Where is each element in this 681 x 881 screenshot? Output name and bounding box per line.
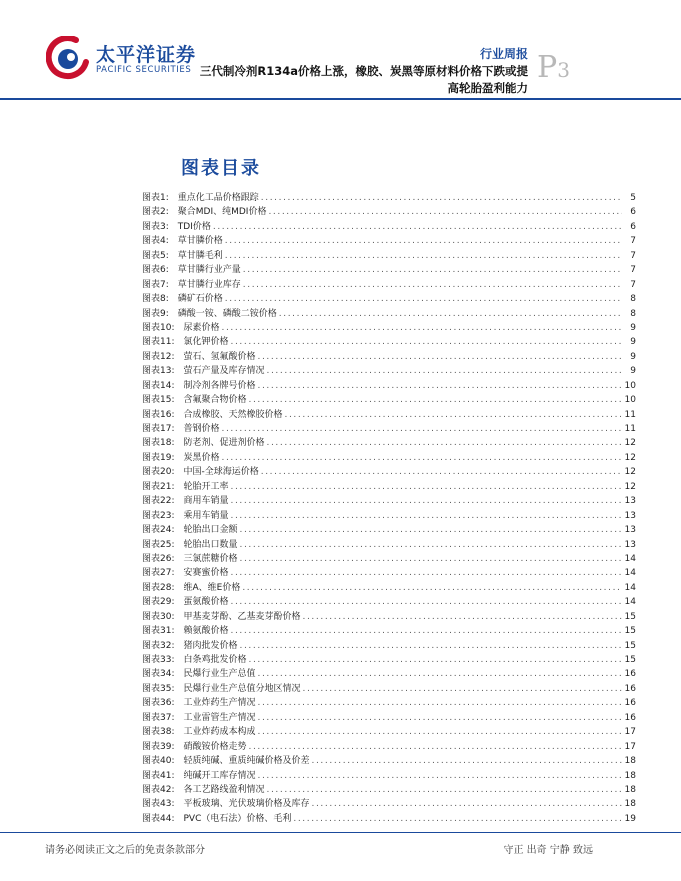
toc-dot-leader: [312, 797, 622, 811]
header-divider: [0, 98, 681, 100]
toc-entry[interactable]: [142, 436, 636, 450]
toc-entry-page: 9: [630, 337, 636, 348]
toc-entry[interactable]: [142, 566, 636, 580]
toc-entry-page: 11: [624, 424, 636, 434]
toc-dot-leader: [243, 278, 622, 292]
toc-entry-label: 图表41:: [142, 770, 175, 781]
toc-entry-label: 图表9:: [142, 308, 169, 319]
toc-entry-page: 14: [624, 597, 636, 608]
toc-entry-title: 轮胎出口金额: [183, 525, 238, 536]
toc-dot-leader: [231, 494, 622, 508]
logo-mark-icon: [46, 36, 90, 80]
toc-entry-page: 10: [624, 380, 636, 391]
toc-dot-leader: [258, 725, 622, 739]
toc-list: [142, 191, 636, 826]
report-headline-line2: 高轮胎盈利能力: [447, 81, 528, 95]
toc-entry-page: 14: [624, 568, 636, 579]
toc-dot-leader: [249, 393, 622, 407]
toc-entry-title: 磷矿石价格: [177, 294, 223, 305]
page-letter: P: [537, 50, 558, 85]
toc-entry-page: 14: [624, 582, 636, 593]
toc-entry-page: 18: [624, 770, 636, 781]
footer-motto: 守正 出奇 宁静 致远: [503, 845, 593, 856]
toc-dot-leader: [243, 263, 622, 277]
toc-entry-title: 平板玻璃、光伏玻璃价格及库存: [183, 799, 310, 810]
toc-entry[interactable]: [142, 581, 636, 595]
toc-entry-label: 图表14:: [142, 380, 175, 391]
toc-entry-label: 图表43:: [142, 799, 175, 810]
toc-entry[interactable]: [142, 523, 636, 537]
toc-entry-page: 16: [624, 712, 636, 723]
toc-entry-title: 防老剂、促进剂价格: [183, 438, 265, 449]
toc-entry-title: 乘用车销量: [183, 510, 229, 521]
toc-entry-page: 10: [624, 395, 636, 406]
toc-entry-label: 图表24:: [142, 525, 175, 536]
toc-entry-label: 图表30:: [142, 611, 175, 622]
toc-entry-page: 11: [624, 409, 636, 420]
toc-entry-title: 萤石、氢氟酸价格: [183, 351, 256, 362]
toc-entry-title: 草甘膦价格: [177, 236, 223, 247]
toc-entry-title: 工业炸药成本构成: [183, 727, 256, 738]
toc-entry-label: 图表35:: [142, 683, 175, 694]
toc-entry-title: 民爆行业生产总值分地区情况: [183, 683, 301, 694]
toc-dot-leader: [225, 292, 622, 306]
toc-entry-title: 轮胎开工率: [183, 481, 229, 492]
footer-disclaimer: 请务必阅读正文之后的免责条款部分: [45, 845, 205, 856]
toc-entry-label: 图表23:: [142, 510, 175, 521]
toc-entry-label: 图表19:: [142, 452, 175, 463]
footer-divider: [0, 832, 681, 833]
toc-entry-label: 图表42:: [142, 784, 175, 795]
toc-entry-page: 9: [630, 366, 636, 377]
toc-entry-label: 图表8:: [142, 294, 169, 305]
toc-dot-leader: [240, 639, 622, 653]
brand-name-cn: 太平洋证券: [96, 44, 197, 66]
toc-entry-label: 图表38:: [142, 727, 175, 738]
toc-dot-leader: [213, 220, 622, 234]
toc-dot-leader: [285, 408, 622, 422]
toc-entry-label: 图表26:: [142, 553, 175, 564]
toc-entry-page: 6: [630, 207, 636, 218]
toc-dot-leader: [242, 581, 622, 595]
toc-dot-leader: [231, 624, 622, 638]
toc-entry-label: 图表20:: [142, 467, 175, 478]
toc-entry-label: 图表28:: [142, 582, 175, 593]
toc-entry-title: 聚合MDI、纯MDI价格: [177, 207, 267, 218]
toc-entry-title: 赖氨酸价格: [183, 626, 229, 637]
brand-name-en: PACIFIC SECURITIES: [96, 65, 192, 75]
toc-entry-title: 工业雷管生产情况: [183, 712, 256, 723]
toc-entry-page: 15: [624, 640, 636, 651]
page-digit: 3: [557, 58, 570, 82]
toc-title: 图表目录: [181, 158, 261, 179]
toc-entry-page: 5: [630, 193, 636, 203]
toc-dot-leader: [312, 754, 622, 768]
toc-entry-label: 图表33:: [142, 655, 175, 665]
toc-entry-page: 17: [624, 741, 636, 752]
toc-entry-page: 8: [630, 294, 636, 305]
toc-entry[interactable]: [142, 610, 636, 624]
toc-entry[interactable]: [142, 595, 636, 609]
toc-entry-page: 17: [624, 727, 636, 738]
toc-entry-label: 图表31:: [142, 626, 175, 637]
toc-dot-leader: [303, 610, 622, 624]
toc-entry-page: 16: [624, 698, 636, 709]
toc-entry-title: 甲基麦芽酚、乙基麦芽酚价格: [183, 611, 301, 622]
toc-entry-title: 猪肉批发价格: [183, 640, 238, 651]
toc-entry[interactable]: [142, 408, 636, 422]
toc-entry-page: 12: [624, 467, 636, 478]
toc-dot-leader: [225, 234, 622, 248]
company-logo: [46, 36, 197, 86]
toc-entry-title: 维A、维E价格: [183, 582, 241, 593]
toc-entry-page: 18: [624, 799, 636, 810]
toc-entry-title: 炭黑价格: [183, 452, 220, 463]
toc-entry-label: 图表16:: [142, 409, 175, 420]
toc-entry[interactable]: [142, 494, 636, 508]
toc-entry[interactable]: [142, 465, 636, 479]
toc-entry-title: 重点化工品价格跟踪: [177, 193, 259, 203]
toc-entry-page: 8: [630, 308, 636, 319]
toc-entry-title: 商用车销量: [183, 496, 229, 507]
toc-dot-leader: [225, 249, 622, 263]
toc-entry-label: 图表11:: [142, 337, 175, 348]
toc-dot-leader: [258, 696, 622, 710]
toc-entry[interactable]: [142, 263, 636, 277]
toc-entry-title: 草甘膦行业库存: [177, 279, 241, 290]
toc-entry-label: 图表13:: [142, 366, 175, 377]
toc-entry-title: 民爆行业生产总值: [183, 669, 256, 680]
toc-entry-label: 图表7:: [142, 279, 169, 290]
toc-entry-title: 安赛蜜价格: [183, 568, 229, 579]
toc-entry-label: 图表1:: [142, 193, 169, 203]
toc-entry-title: 萤石产量及库存情况: [183, 366, 265, 377]
toc-entry[interactable]: [142, 624, 636, 638]
toc-entry-title: 工业炸药生产情况: [183, 698, 256, 709]
page-header: [0, 0, 681, 100]
toc-entry[interactable]: [142, 379, 636, 393]
toc-entry[interactable]: [142, 451, 636, 465]
toc-dot-leader: [303, 682, 622, 696]
report-headline-line1: 三代制冷剂R134a价格上涨，橡胶、炭黑等原材料价格下跌或提: [199, 64, 528, 78]
toc-entry-label: 图表40:: [142, 756, 175, 767]
toc-entry-title: 含氟聚合物价格: [183, 395, 247, 406]
toc-entry-label: 图表21:: [142, 481, 175, 492]
toc-entry-label: 图表22:: [142, 496, 175, 507]
toc-entry[interactable]: [142, 783, 636, 797]
toc-entry[interactable]: [142, 364, 636, 378]
toc-dot-leader: [258, 711, 622, 725]
toc-entry-page: 18: [624, 784, 636, 795]
toc-entry-label: 图表10:: [142, 322, 175, 333]
toc-dot-leader: [261, 191, 622, 205]
toc-entry-page: 12: [624, 481, 636, 492]
toc-entry-title: 蛋氨酸价格: [183, 597, 229, 608]
toc-entry[interactable]: [142, 307, 636, 321]
toc-entry-page: 15: [624, 655, 636, 665]
toc-entry-label: 图表29:: [142, 597, 175, 608]
toc-entry-label: 图表15:: [142, 395, 175, 406]
toc-entry-label: 图表4:: [142, 236, 169, 247]
toc-entry[interactable]: [142, 653, 636, 667]
toc-entry-title: 轻质纯碱、重质纯碱价格及价差: [183, 756, 310, 767]
toc-entry[interactable]: [142, 509, 636, 523]
toc-entry-title: 合成橡胶、天然橡胶价格: [183, 409, 283, 420]
toc-entry-page: 7: [630, 265, 636, 276]
toc-entry-title: 轮胎出口数量: [183, 539, 238, 550]
toc-dot-leader: [267, 364, 622, 378]
toc-dot-leader: [249, 740, 622, 754]
toc-dot-leader: [261, 465, 622, 479]
toc-entry-title: 中国-全球海运价格: [183, 467, 259, 478]
toc-entry-page: 15: [624, 626, 636, 637]
toc-entry[interactable]: [142, 321, 636, 335]
toc-dot-leader: [268, 205, 622, 219]
toc-entry-page: 9: [630, 351, 636, 362]
toc-entry-label: 图表34:: [142, 669, 175, 680]
toc-entry[interactable]: [142, 249, 636, 263]
toc-dot-leader: [267, 783, 622, 797]
toc-entry-page: 19: [624, 813, 636, 824]
toc-entry[interactable]: [142, 812, 636, 826]
toc-entry-label: 图表6:: [142, 265, 169, 276]
toc-entry[interactable]: [142, 769, 636, 783]
toc-dot-leader: [258, 350, 622, 364]
toc-entry-label: 图表5:: [142, 250, 169, 261]
toc-entry-page: 16: [624, 683, 636, 694]
toc-dot-leader: [231, 480, 622, 494]
toc-entry-label: 图表18:: [142, 438, 175, 449]
toc-entry[interactable]: [142, 754, 636, 768]
toc-entry-label: 图表2:: [142, 207, 169, 218]
toc-entry[interactable]: [142, 220, 636, 234]
toc-entry-title: 氯化钾价格: [183, 337, 229, 348]
toc-entry-page: 13: [624, 525, 636, 536]
toc-dot-leader: [231, 335, 622, 349]
toc-entry-page: 14: [624, 553, 636, 564]
toc-entry[interactable]: [142, 350, 636, 364]
toc-dot-leader: [222, 422, 622, 436]
toc-entry[interactable]: [142, 538, 636, 552]
toc-dot-leader: [240, 538, 622, 552]
toc-entry-page: 7: [630, 250, 636, 261]
toc-entry-page: 6: [630, 221, 636, 232]
toc-entry-label: 图表39:: [142, 741, 175, 752]
toc-entry-label: 图表36:: [142, 698, 175, 709]
toc-entry[interactable]: [142, 205, 636, 219]
toc-entry[interactable]: [142, 725, 636, 739]
toc-entry-title: PVC（电石法）价格、毛利: [183, 813, 292, 824]
toc-entry-title: 磷酸一铵、磷酸二铵价格: [177, 308, 277, 319]
toc-entry[interactable]: [142, 696, 636, 710]
toc-entry-title: 草甘膦行业产量: [177, 265, 241, 276]
toc-entry[interactable]: [142, 740, 636, 754]
toc-entry-label: 图表44:: [142, 813, 175, 824]
toc-entry[interactable]: [142, 278, 636, 292]
toc-entry[interactable]: [142, 667, 636, 681]
toc-entry[interactable]: [142, 234, 636, 248]
toc-entry-label: 图表37:: [142, 712, 175, 723]
toc-entry[interactable]: [142, 393, 636, 407]
toc-entry-title: TDI价格: [177, 221, 211, 232]
toc-entry[interactable]: [142, 552, 636, 566]
report-type: 行业周报: [479, 47, 528, 61]
toc-entry-title: 三氯蔗糖价格: [183, 553, 238, 564]
toc-entry-title: 纯碱开工库存情况: [183, 770, 256, 781]
toc-dot-leader: [222, 451, 622, 465]
toc-entry-title: 硝酸铵价格走势: [183, 741, 247, 752]
toc-dot-leader: [267, 436, 622, 450]
toc-entry-label: 图表27:: [142, 568, 175, 579]
toc-entry[interactable]: [142, 480, 636, 494]
toc-entry-page: 13: [624, 510, 636, 521]
toc-dot-leader: [258, 769, 622, 783]
toc-entry[interactable]: [142, 335, 636, 349]
toc-entry-page: 12: [624, 438, 636, 449]
toc-dot-leader: [231, 566, 622, 580]
toc-entry-label: 图表25:: [142, 539, 175, 550]
toc-entry-title: 普钢价格: [183, 424, 220, 434]
toc-dot-leader: [231, 595, 622, 609]
toc-dot-leader: [240, 552, 622, 566]
toc-entry-page: 7: [630, 236, 636, 247]
toc-dot-leader: [279, 307, 622, 321]
toc-dot-leader: [249, 653, 622, 667]
toc-entry-page: 15: [624, 611, 636, 622]
toc-entry-page: 7: [630, 279, 636, 290]
toc-entry-title: 制冷剂各牌号价格: [183, 380, 256, 391]
toc-entry-page: 12: [624, 452, 636, 463]
toc-entry[interactable]: [142, 191, 636, 205]
toc-entry[interactable]: [142, 711, 636, 725]
toc-dot-leader: [231, 509, 622, 523]
toc-entry-title: 各工艺路线盈利情况: [183, 784, 265, 795]
toc-entry-label: 图表12:: [142, 351, 175, 362]
page-number: [537, 50, 570, 85]
toc-entry[interactable]: [142, 639, 636, 653]
toc-entry-page: 13: [624, 496, 636, 507]
toc-entry-title: 草甘膦毛利: [177, 250, 223, 261]
toc-entry-label: 图表32:: [142, 640, 175, 651]
toc-entry-page: 16: [624, 669, 636, 680]
toc-dot-leader: [293, 812, 622, 826]
toc-dot-leader: [258, 379, 622, 393]
toc-entry[interactable]: [142, 682, 636, 696]
toc-entry[interactable]: [142, 422, 636, 436]
toc-dot-leader: [258, 667, 622, 681]
toc-entry-page: 18: [624, 756, 636, 767]
toc-entry[interactable]: [142, 797, 636, 811]
toc-entry-page: 13: [624, 539, 636, 550]
toc-dot-leader: [240, 523, 622, 537]
toc-entry-label: 图表3:: [142, 221, 169, 232]
toc-entry-page: 9: [630, 322, 636, 333]
toc-entry-title: 白条鸡批发价格: [183, 655, 247, 665]
toc-entry[interactable]: [142, 292, 636, 306]
toc-entry-label: 图表17:: [142, 424, 175, 434]
toc-entry-title: 尿素价格: [183, 322, 220, 333]
toc-dot-leader: [222, 321, 622, 335]
